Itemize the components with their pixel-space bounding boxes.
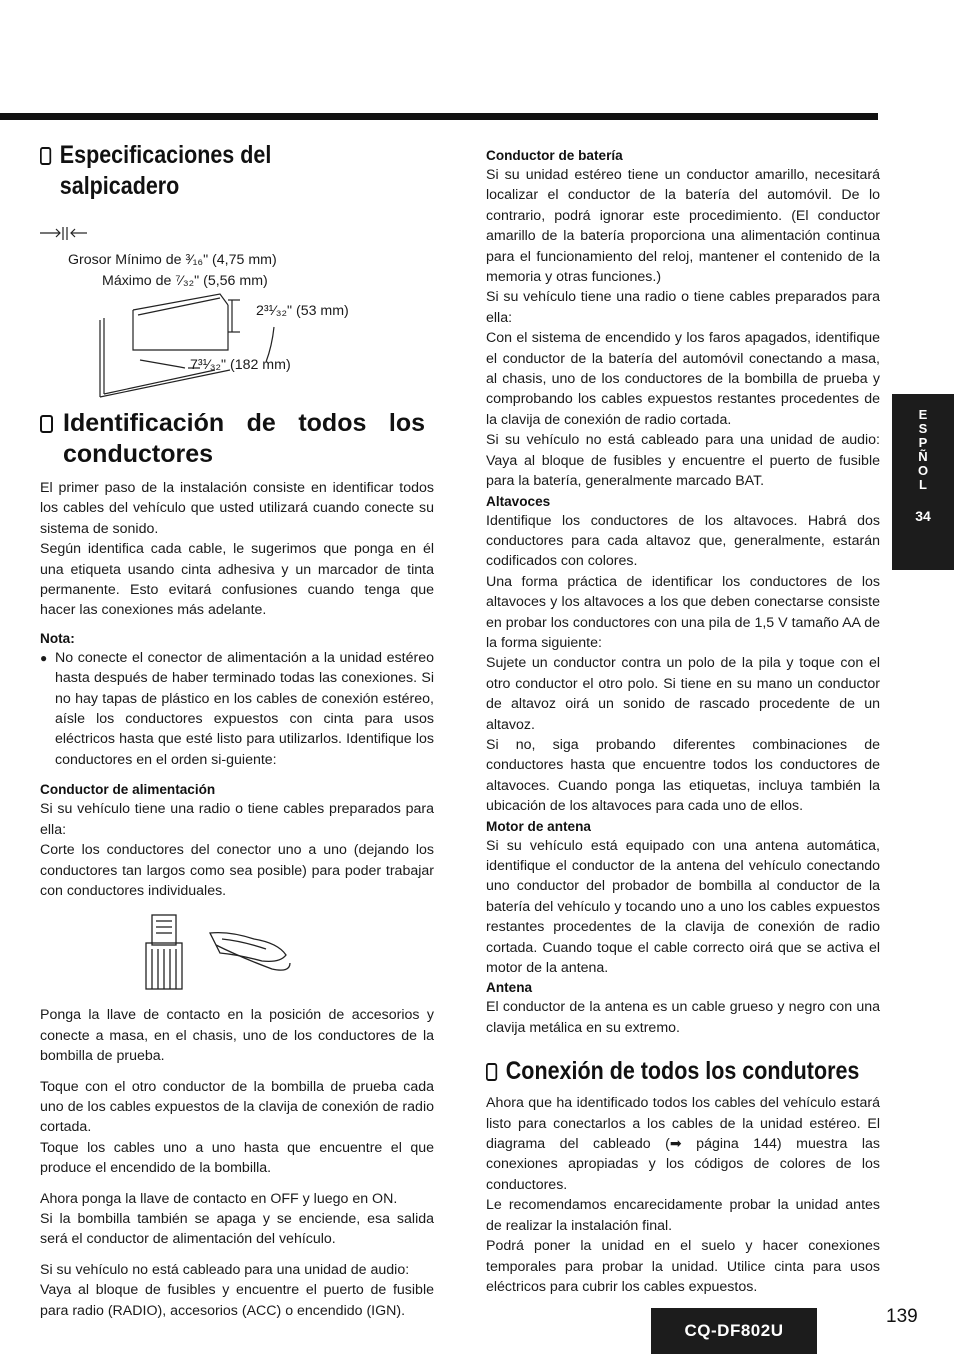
connection-paragraph: Le recomendamos encarecidamente probar la unidad antes de realizar la instalación final. xyxy=(486,1197,880,1234)
battery-paragraph: Si su unidad estéreo tiene un conductor amarillo, necesitará localizar el conductor de la batería del automóvil. De lo contrario, podrá ignorar este procedimiento. (El conductor amarillo de la batería proporciona una alimentación continua para el funcionamiento del reloj, mantener el contenido de la memoria y otras funciones.) xyxy=(486,167,880,286)
note-text: No conecte el conector de alimentación a la unidad estéreo hasta después de haber terminado todas las conexiones. Si no hay tapas de plástico en los cables de conexión estéreo, aísle los conductores expuestos con cinta para usos eléctricos hasta que esté listo para utilizarlos. Identifique los conductores en el orden si-guiente: xyxy=(55,649,434,768)
connection-title: Conexión de todos los condutores xyxy=(505,1057,860,1086)
power-paragraph: Toque con el otro conductor de la bombilla de prueba cada uno de los cables expuestos de la clavija de conexión de radio cortada. xyxy=(40,1078,434,1136)
tools-illustration xyxy=(40,911,434,991)
power-paragraph: Corte los conductores del conector uno a uno (dejando los conductores tan largos como sea posible) para poder trabajar con conductores individuales. xyxy=(40,842,434,899)
antenna-paragraph: El conductor de la antena es un cable grueso y negro con una clavija metálica en su extremo. xyxy=(486,999,880,1036)
note-label: Nota: xyxy=(40,630,75,646)
dashboard-diagram xyxy=(40,202,434,398)
tab-letter: S xyxy=(918,421,928,436)
identification-intro-2: Según identifica cada cable, le sugerimos que ponga en él una etiqueta usando cinta adhesiva y un marcador de tinta permanente. Esto evitará confusiones cuando tenga que hacer las conexiones más adelante. xyxy=(40,541,434,619)
max-thickness-label: Máximo de ⁷⁄₃₂" (5,56 mm) xyxy=(102,273,268,289)
tab-page-number: 34 xyxy=(915,508,931,524)
thickness-label: Grosor Mínimo de ³⁄₁₆" (4,75 mm) xyxy=(68,252,277,268)
checkbox-icon xyxy=(486,1063,497,1081)
antenna-heading: Antena xyxy=(486,980,533,996)
top-rule xyxy=(0,113,878,120)
power-paragraph: Si su vehículo tiene una radio o tiene cables preparados para ella: xyxy=(40,801,434,838)
height-dimension-label: 2³¹⁄₃₂" (53 mm) xyxy=(256,303,349,319)
right-column xyxy=(486,146,880,1297)
speakers-heading: Altavoces xyxy=(486,493,551,509)
specs-title: Especificaciones del salpicadero xyxy=(59,141,272,200)
power-paragraph: Ponga la llave de contacto en la posición de accesorios y conecte a masa, en el chasis, uno de los conductores de la bombilla de prueba. xyxy=(40,1007,434,1065)
model-label: CQ-DF802U xyxy=(651,1308,817,1354)
power-paragraph: Si la bombilla también se apaga y se enciende, esa salida será el conductor de alimentación del vehículo. xyxy=(40,1210,434,1248)
speakers-paragraph: Una forma práctica de identificar los conductores de los altavoces y los altavoces a los que deben conectarse consiste en probar los conductores con una pila de 1,5 V tamaño AA de la forma siguiente: xyxy=(486,573,880,651)
tab-letter: P xyxy=(918,435,928,450)
battery-paragraph: Si su vehículo tiene una radio o tiene cables preparados para ella: xyxy=(486,289,880,326)
antenna-motor-paragraph: Si su vehículo está equipado con una antena automática, identifique el conductor de la antena del vehículo conectando uno conductor del probador de bombilla al conductor de la batería del vehículo y tocando uno a uno los cables expuestos restantes procedentes de la clavija de conexión de radio cortada. Cuando toque el cable correcto oirá que se activa el motor de la antena. xyxy=(486,837,880,977)
tab-letter: E xyxy=(918,407,928,422)
speakers-paragraph: Identifique los conductores de los altavoces. Habrá dos conductores para cada altavoz que, generalmente, estarán codificados con colores. xyxy=(486,512,880,570)
checkbox-icon xyxy=(40,415,53,433)
tab-letter: O xyxy=(917,463,929,478)
power-paragraph: Toque los cables uno a uno hasta que encuentre el que produce el encendido de la bombilla. xyxy=(40,1139,434,1177)
specs-heading xyxy=(40,140,379,202)
battery-paragraph: Con el sistema de encendido y los faros apagados, identifique el conductor de la batería del automóvil conectando a masa, al chasis, uno de los conductores de la bombilla de prueba y comprobando los cables expuestos restantes procedentes de la clavija de conexión de radio cortada. xyxy=(486,330,880,428)
checkbox-icon xyxy=(40,147,51,165)
connection-heading xyxy=(486,1056,860,1087)
language-side-tab xyxy=(892,394,954,570)
speakers-paragraph: Sujete un conductor contra un polo de la pila y toque con el otro conductor el otro polo. Si tiene en su mano un conductor de altavoz oirá un sonido de rascado procedente de un altavoz. xyxy=(486,655,880,733)
left-column xyxy=(40,140,434,1321)
power-paragraph: Vaya al bloque de fusibles y encuentre el puerto de fusible para radio (RADIO), accesorios (ACC) o encendido (IGN). xyxy=(40,1282,434,1319)
power-paragraph: Ahora ponga la llave de contacto en OFF y luego en ON. xyxy=(40,1190,398,1207)
note-item xyxy=(40,648,434,770)
connection-paragraph: Ahora que ha identificado todos los cables del vehículo estará listo para conectarlos a los cables de la unidad estéreo. El diagrama del cableado (➡ página 144) muestra las conexiones apropiadas y los códigos de colores de los conductores. xyxy=(486,1095,880,1193)
identification-title: Identificación de todos los conductores xyxy=(63,409,425,468)
width-dimension-label: 7³¹⁄₃₂" (182 mm) xyxy=(190,357,291,373)
bullet-icon: ● xyxy=(40,650,48,665)
power-paragraph: Si su vehículo no está cableado para una unidad de audio: xyxy=(40,1261,410,1278)
power-heading: Conductor de alimentación xyxy=(40,782,216,798)
connector-and-cutter-drawing xyxy=(40,911,434,991)
battery-paragraph: Si su vehículo no está cableado para una unidad de audio: Vaya al bloque de fusibles y encuentre el puerto de fusible para la batería, generalmente marcado BAT. xyxy=(486,432,880,490)
tab-letter: Ñ xyxy=(918,449,928,464)
identification-intro: El primer paso de la instalación consiste en identificar todos los cables del vehículo que usted utilizará cuando conecte su sistema de sonido. xyxy=(40,480,434,537)
antenna-motor-heading: Motor de antena xyxy=(486,818,591,834)
connection-paragraph: Podrá poner la unidad en el suelo y hacer conexiones temporales para probar la unidad. Utilice cinta para usos eléctricos para cubrir los cables expuestos. xyxy=(486,1238,880,1295)
speakers-paragraph: Si no, siga probando diferentes combinaciones de conductores hasta que encuentre todos los conductores de altavoces. Cuando ponga las etiquetas, incluya también la ubicación de los altavoces para cada uno de ellos. xyxy=(486,736,880,815)
page-number: 139 xyxy=(886,1306,918,1327)
identification-heading xyxy=(40,408,434,470)
battery-heading: Conductor de batería xyxy=(486,148,623,163)
tab-letter: L xyxy=(919,477,927,492)
